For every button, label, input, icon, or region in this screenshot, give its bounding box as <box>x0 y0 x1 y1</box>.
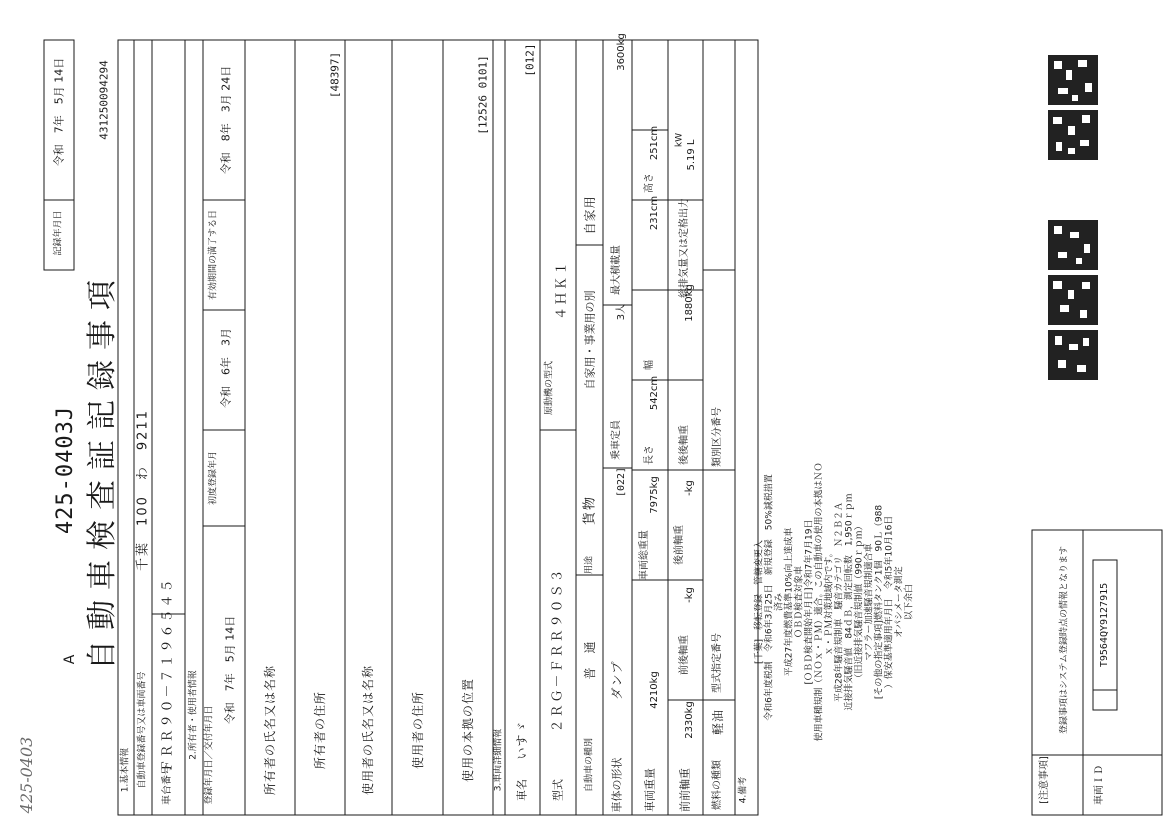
rr-axle-label: 後後軸重 <box>679 425 690 465</box>
model-label: 型式 <box>551 779 565 801</box>
user-name-label: 使用者の氏名又は名称 <box>361 664 375 796</box>
fr-axle-value: -kg <box>684 587 695 603</box>
note-line: 近接排気騒音値 84ｄＢ，測定回転数 1,950ｒｐｍ <box>844 493 855 711</box>
base-location-code: [12526 0101] <box>476 55 490 135</box>
purpose-value: 自家用 <box>583 195 597 235</box>
length-value: 542cm <box>649 375 660 411</box>
owner-code: [48397] <box>328 51 342 99</box>
reg-no-label: 自動車登録番号又は車両番号 <box>137 671 148 789</box>
section-vehicle-header: 3.車両詳細情報 <box>493 728 504 792</box>
note-line: ＯＢＤ検査対象車 <box>794 565 805 639</box>
section-owner-header: 2.所有者・使用者情報 <box>188 670 199 760</box>
owner-name-label: 所有者の氏名又は名称 <box>263 664 277 796</box>
doc-letter: A <box>62 651 78 665</box>
fuel-label: 燃料の種類 <box>712 760 723 810</box>
engine-label: 原動機の型式 <box>544 360 555 416</box>
category-value: 普 通 <box>583 640 597 680</box>
engine-value: ４ＨＫ１ <box>554 259 570 321</box>
note-line: 済み <box>774 592 785 612</box>
maker-label: 車名 <box>515 779 529 801</box>
expiry-label: 有効期間の満了する日 <box>208 209 219 301</box>
vehicle-id-value: T9564QY9127915 <box>1099 582 1110 668</box>
issue-date-label: 登録年月日／交付年月日 <box>204 705 215 805</box>
length-label: 長さ <box>644 445 655 465</box>
fr-axle-label: 前後軸重 <box>679 635 690 675</box>
weight-label: 車両重量 <box>643 768 657 812</box>
category-label: 自動車の種別 <box>584 737 595 793</box>
owner-address-label: 所有者の住所 <box>313 690 327 770</box>
note-line: 使用車種規制（ＮＯｘ・ＰＭ）適合。この自動車の使用の本拠はＮＯ <box>814 462 825 742</box>
record-date: 令和 7年 5月 14日 <box>52 57 66 167</box>
fuel-value: 軽油 <box>711 708 725 736</box>
note-line: 平成27年度燃費基準10%向上達成車 <box>784 527 795 677</box>
displacement-label: 総排気量又は定格出力 <box>679 198 690 298</box>
capacity-label: 乗車定員 <box>611 420 622 460</box>
note-line: [その他の指定事項]燃料タンク1個 90Ｌ（988 <box>874 504 885 700</box>
capacity-value: 3人 <box>616 303 627 321</box>
body-shape-code: [022] <box>616 466 627 498</box>
notes-block <box>754 410 915 800</box>
height-label: 高さ <box>644 173 655 193</box>
handwritten-number: 425-0403 <box>17 736 36 814</box>
note-line: 以下余白 <box>904 583 915 621</box>
note-line: [ＯＢＤ検査開始年月日]令和7年7月19日 <box>804 519 815 685</box>
note-line: 平成28年騒音規制車 騒音カテゴリ Ｎ２Ｂ２Ａ <box>834 501 845 703</box>
gross-weight-value: 7975kg <box>649 476 660 514</box>
reg-no-value: 千葉 100 わ 9211 <box>135 409 151 571</box>
user-address-label: 使用者の住所 <box>411 690 425 770</box>
note-line: オパシメータ測定 <box>894 566 905 638</box>
body-shape-label: 車体の形状 <box>610 757 624 813</box>
note-line: マフラー加速騒音規制適合車 <box>864 543 875 661</box>
usage-label: 用途 <box>584 555 595 575</box>
base-location-label: 使用の本拠の位置 <box>461 677 475 783</box>
notice-label: [注意事項] <box>1039 756 1050 804</box>
note-line: [千葉] 移転登録 管轄変更入 <box>754 539 765 665</box>
first-reg-value: 令和 6年 3月 <box>219 328 233 408</box>
rf-axle-label: 後前軸重 <box>674 525 685 565</box>
gross-weight-label: 車両総重量 <box>639 530 650 580</box>
doc-code: 425-0403J <box>53 405 78 535</box>
maker-value: いすゞ <box>515 720 529 760</box>
displacement-unit: kW <box>674 132 685 148</box>
displacement-value: 5.19 L <box>686 139 697 171</box>
max-load-label: 最大積載量 <box>611 245 622 295</box>
page-title: 自動車検査証記録事項 <box>85 270 120 670</box>
ff-axle-label: 前前軸重 <box>678 768 692 812</box>
expiry-value: 令和 8年 3月 24日 <box>219 65 233 175</box>
rf-axle-value: -kg <box>684 480 695 496</box>
ff-axle-value: 2330kg <box>684 701 695 739</box>
serial-number: 431250094294 <box>97 60 111 140</box>
weight-value: 4210kg <box>649 671 660 709</box>
usage-value: 貨物 <box>582 494 598 526</box>
section-notes-header: 4.備考 <box>738 776 749 804</box>
model-value: ２ＲＧ－ＦＲＲ９０Ｓ３ <box>550 567 566 733</box>
maker-code: [012] <box>523 43 537 77</box>
chassis-label: 車台番号 <box>162 765 173 805</box>
class-number-label: 類別区分番号 <box>712 407 723 467</box>
purpose-label: 自家用・事業用の別 <box>583 290 597 390</box>
max-load-value: 3600kg <box>616 33 627 71</box>
width-label: 幅 <box>644 360 655 370</box>
note-line: 令和6年度税制 令和6年3月25日 新規登録 50%減税措置 <box>764 474 775 730</box>
height-value: 251cm <box>649 125 660 161</box>
notice-text: 登録事項はシステム登録時点の情報となります <box>1059 545 1070 735</box>
note-line: ）保安基準適用年月日 令和5年10月16日 <box>884 515 895 689</box>
note-line: ｘ・ＰＭ対策地域内です。 <box>824 548 835 656</box>
type-number-label: 型式指定番号 <box>712 633 723 693</box>
note-line: （旧近接排気騒音規制値（990ｒｐｍ） <box>854 521 865 683</box>
issue-date-value: 令和 7年 5月 14日 <box>223 615 237 725</box>
record-date-label: 記録年月日 <box>53 210 64 256</box>
body-shape-value: ダンプ <box>610 660 624 700</box>
width-value: 231cm <box>649 195 660 231</box>
chassis-value: ＦＲＲ９０－７１９６５４５ <box>160 577 176 773</box>
rr-axle-value: 1880kg <box>684 284 695 322</box>
vehicle-id-label: 車両ＩＤ <box>1094 765 1105 805</box>
section-basic-header: 1.基本情報 <box>120 747 131 793</box>
first-reg-label: 初度登録年月 <box>208 450 219 506</box>
